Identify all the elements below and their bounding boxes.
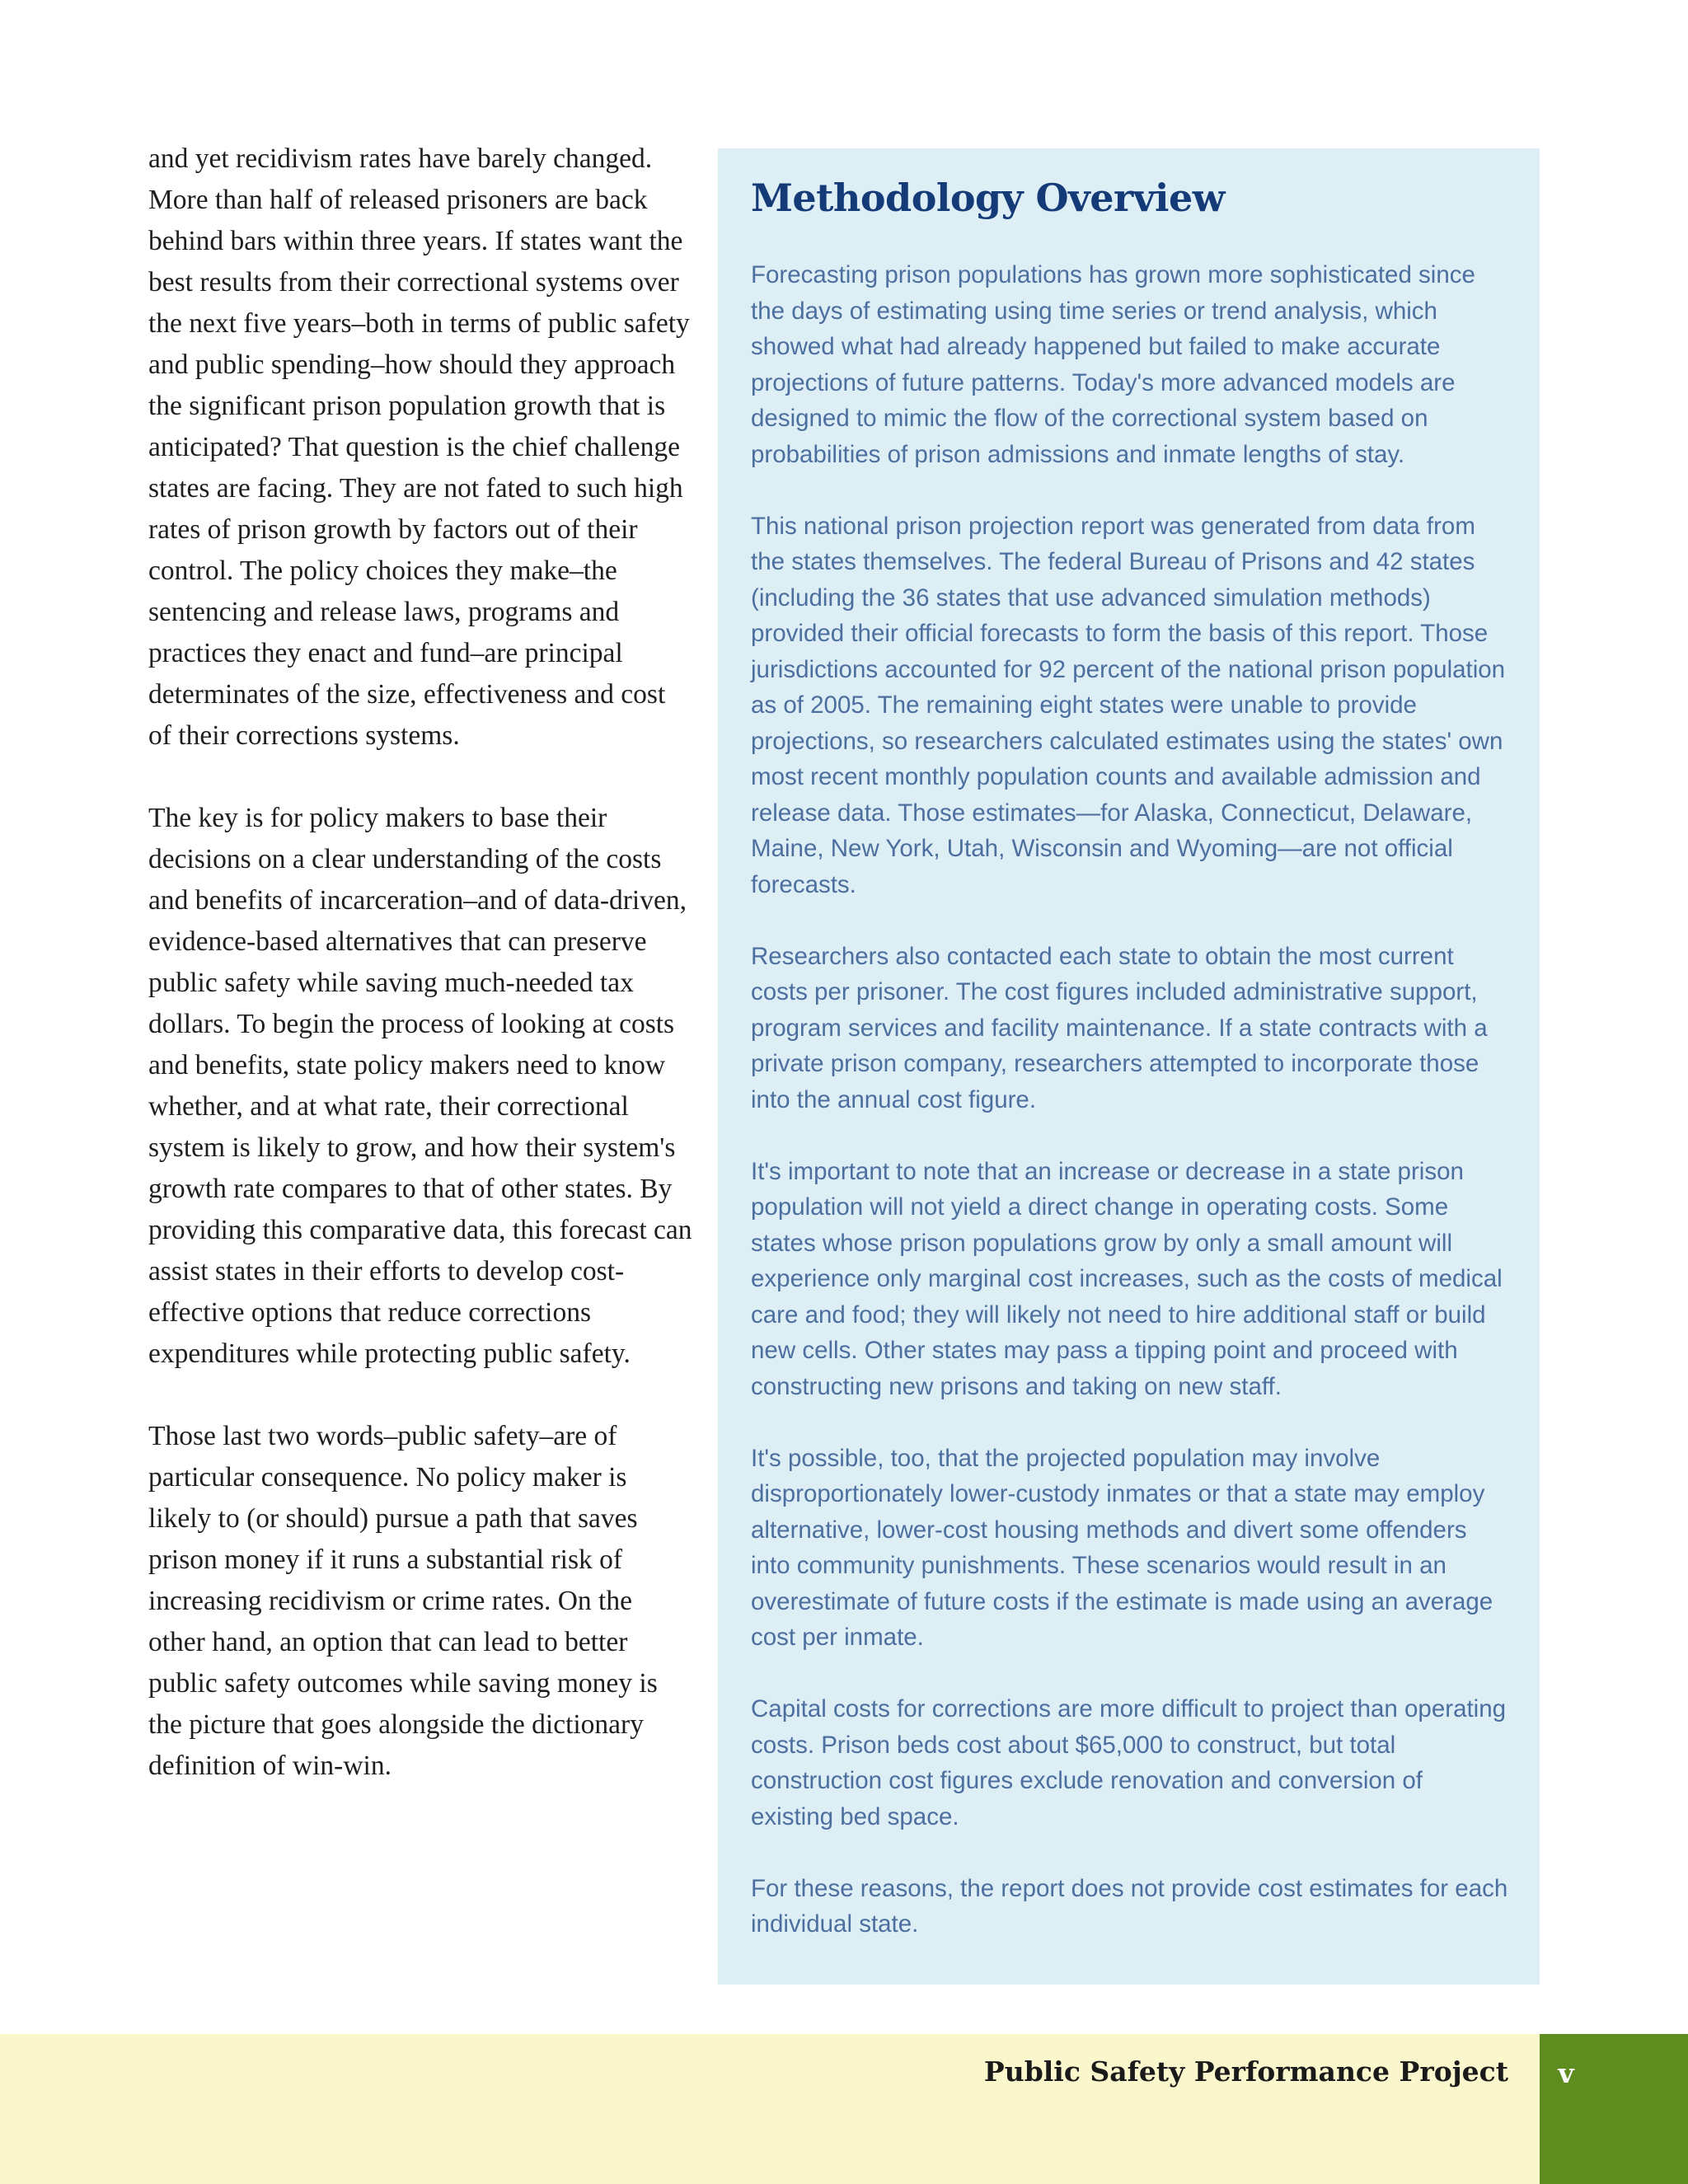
body-paragraph-2: The key is for policy makers to base their decisions on a clear understanding of the costs and benefits of incarceration–and of data-driven, evidence-based alternatives that can preserve public safety while saving much-needed tax dollars. To begin the process of looking at costs and benefits, state policy makers need to know whether, and at what rate, their correctional system is likely to grow, and how their system's growth rate compares to that of other states. By providing this comparative data, this forecast can assist states in their efforts to develop cost-effective options that reduce corrections expenditures while protecting public safety.	[148, 803, 692, 1369]
sidebar-paragraph-5: It's possible, too, that the projected population may involve disproportionately lower-custody inmates or that a state may employ alternative, lower-cost housing methods and divert some offenders into community punishments. These scenarios would result in an overestimate of future costs if the estimate is made using an average cost per inmate.	[751, 1444, 1493, 1651]
main-text-column	[148, 138, 692, 1828]
sidebar-title: Methodology Overview	[751, 176, 1225, 220]
sidebar-paragraph-6: Capital costs for corrections are more difficult to project than operating costs. Prison beds cost about $65,000 to construct, but total construction cost figures exclude renovation and conversion of existing bed space.	[751, 1695, 1507, 1830]
page-number: v	[1558, 2057, 1574, 2089]
body-paragraph-3: Those last two words–public safety–are of particular consequence. No policy maker is likely to (or should) pursue a path that saves prison money if it runs a substantial risk of increasing recidivism or crime rates. On the other hand, an option that can lead to better public safety outcomes while saving money is the picture that goes alongside the dictionary definition of win-win.	[148, 1421, 658, 1781]
methodology-sidebar	[718, 148, 1540, 1985]
sidebar-paragraph-7: For these reasons, the report does not provide cost estimates for each individual state.	[751, 1874, 1508, 1938]
sidebar-body	[751, 257, 1508, 1943]
sidebar-paragraph-4: It's important to note that an increase or decrease in a state prison population will not yield a direct change in operating costs. Some states whose prison populations grow by only a small amount will experience only marginal cost increases, such as the costs of medical care and food; they will likely not need to hire additional staff or build new cells. Other states may pass a tipping point and proceed with constructing new prisons and taking on new staff.	[751, 1157, 1503, 1400]
footer-title: Public Safety Performance Project	[983, 2055, 1508, 2088]
body-paragraph-1: and yet recidivism rates have barely changed. More than half of released prisoners are back behind bars within three years. If states want the best results from their correctional systems over the next five years–both in terms of public safety and public spending–how should they approach the significant prison population growth that is anticipated? That question is the chief challenge states are facing. They are not fated to such high rates of prison growth by factors out of their control. The policy choices they make–the sentencing and release laws, programs and practices they enact and fund–are principal determinates of the size, effectiveness and cost of their corrections systems.	[148, 143, 690, 751]
sidebar-paragraph-2: This national prison projection report was generated from data from the states themselves. The federal Bureau of Prisons and 42 states (including the 36 states that use advanced simulation methods) provided their official forecasts to form the basis of this report. Those jurisdictions accounted for 92 percent of the national prison population as of 2005. The remaining eight states were unable to provide projections, so researchers calculated estimates using the states' own most recent monthly population counts and available admission and release data. Those estimates—for Alaska, Connecticut, Delaware, Maine, New York, Utah, Wisconsin and Wyoming—are not official forecasts.	[751, 512, 1506, 898]
sidebar-paragraph-1: Forecasting prison populations has grown more sophisticated since the days of estimating using time series or trend analysis, which showed what had already happened but failed to make accurate projections of future patterns. Today's more advanced models are designed to mimic the flow of the correctional system based on probabilities of prison admissions and inmate lengths of stay.	[751, 261, 1475, 468]
sidebar-paragraph-3: Researchers also contacted each state to obtain the most current costs per prisoner. The cost figures included administrative support, program services and facility maintenance. If a state contracts with a private prison company, researchers attempted to incorporate those into the annual cost figure.	[751, 942, 1488, 1113]
